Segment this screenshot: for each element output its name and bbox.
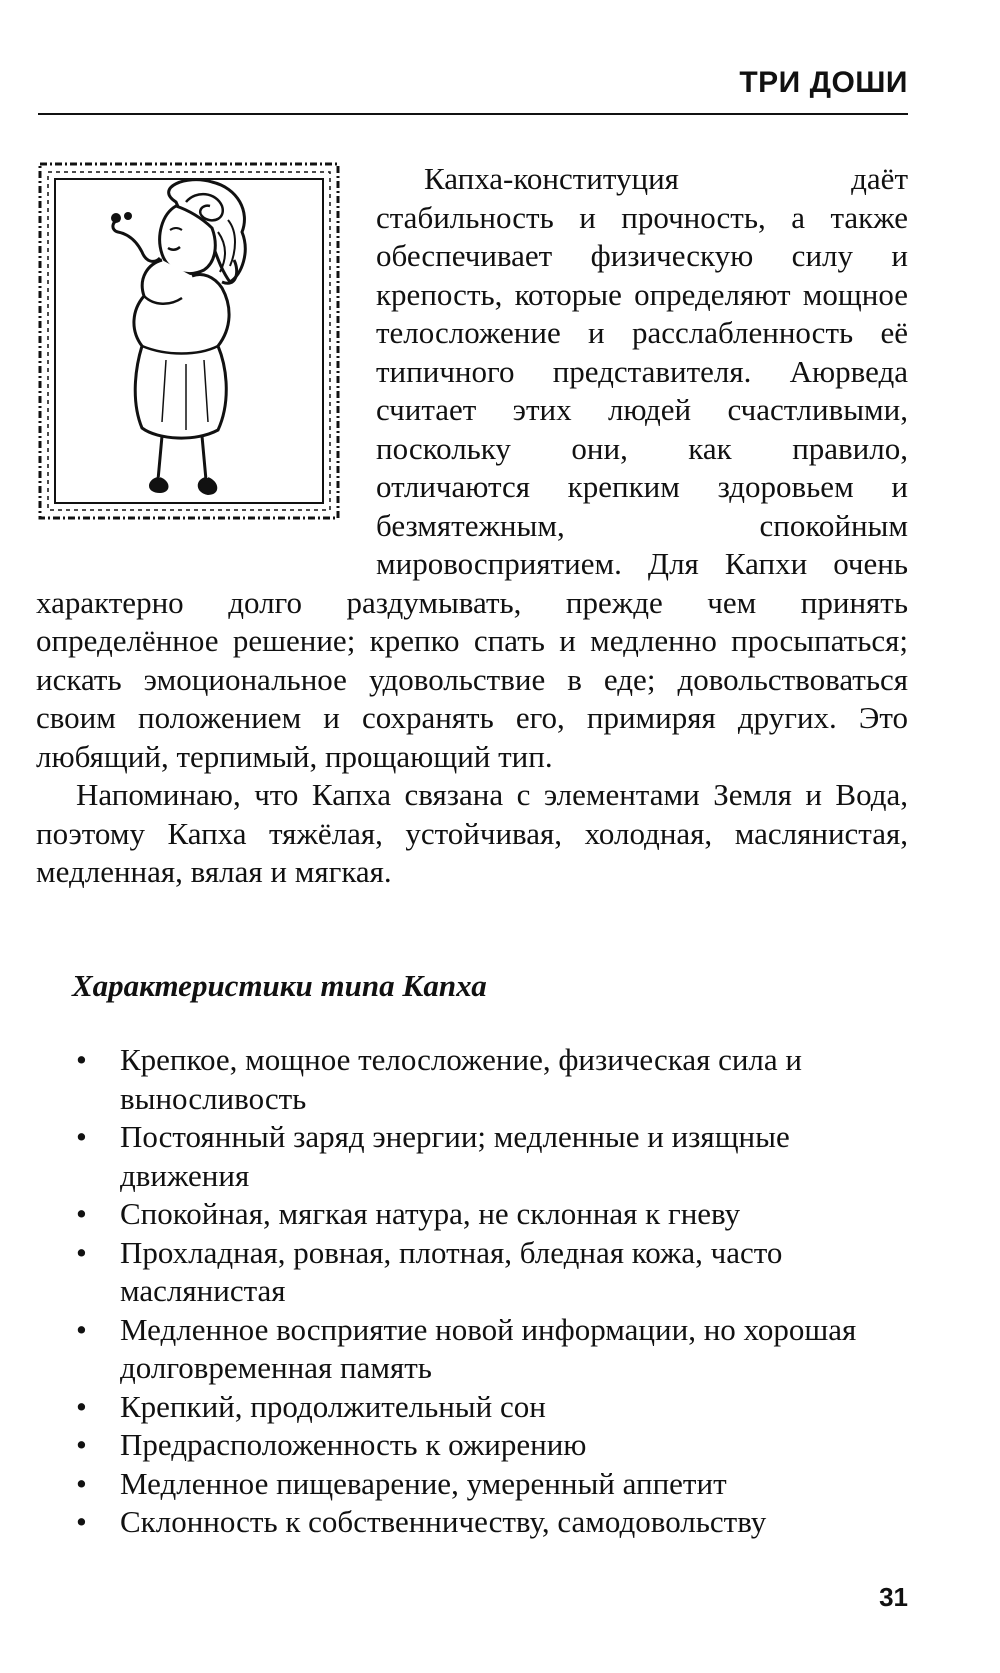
header-divider [38,113,908,115]
main-text [36,160,908,892]
characteristics-list [36,1041,908,1542]
bullet-icon: • [76,1465,87,1501]
list-item [36,1426,908,1465]
list-item-text: Крепкий, продолжительный сон [120,1388,546,1424]
list-item [36,1041,908,1118]
bullet-icon: • [76,1388,87,1424]
list-item-text: Прохладная, ровная, плотная, бледная кожа, часто маслянистая [120,1234,783,1308]
list-item-text: Предрасположенность к ожирению [120,1427,587,1462]
list-item [36,1311,908,1388]
bullet-icon: • [76,1042,87,1077]
bullet-icon: • [76,1119,87,1154]
list-item [36,1465,908,1504]
bullet-icon: • [76,1504,87,1539]
paragraph-kapha-description: Капха-конституция даёт стабильность и прочность, а также обеспечивает физическую силу и крепость, которые определяют мощное телосложение и расслабленность её типичного представителя. Аюрведа считает этих людей счастливыми, поскольку они, как правило, отличаются крепким здоровьем и безмятежным, спокойным мировосприятием. Для Капхи очень характерно долго раздумывать, прежде чем принять определённое решение; крепко спать и медленно просыпаться; искать эмоциональное удовольствие в еде; довольствоваться своим положением и сохранять его, примиряя других. Это любящий, терпимый, прощающий тип. [36,161,908,774]
list-item [36,1195,908,1234]
list-item [36,1388,908,1427]
list-item-text: Медленное восприятие новой информации, но хорошая долговременная память [120,1311,857,1385]
page-number: 31 [879,1582,908,1612]
paragraph-kapha-elements: Напоминаю, что Капха связана с элементами Земля и Вода, поэтому Капха тяжёлая, устойчивая, холодная, маслянистая, медленная, вялая и мягкая. [36,777,908,889]
list-item-text: Склонность к собственничеству, самодовольству [120,1504,767,1539]
list-item [36,1234,908,1311]
figure-spacer [36,160,376,560]
list-item-text: Крепкое, мощное телосложение, физическая сила и выносливость [120,1042,802,1116]
list-item-text: Постоянный заряд энергии; медленные и изящные движения [120,1119,790,1193]
list-item [36,1503,908,1542]
list-item-text: Медленное пищеварение, умеренный аппетит [120,1465,727,1501]
section-title: Характеристики типа Капха [72,968,487,1003]
bullet-icon: • [76,1427,87,1462]
running-head-title: ТРИ ДОШИ [739,66,908,99]
list-item [36,1118,908,1195]
bullet-icon: • [76,1196,87,1231]
bullet-icon: • [76,1311,87,1347]
list-item-text: Спокойная, мягкая натура, не склонная к гневу [120,1196,741,1231]
bullet-icon: • [76,1234,87,1270]
